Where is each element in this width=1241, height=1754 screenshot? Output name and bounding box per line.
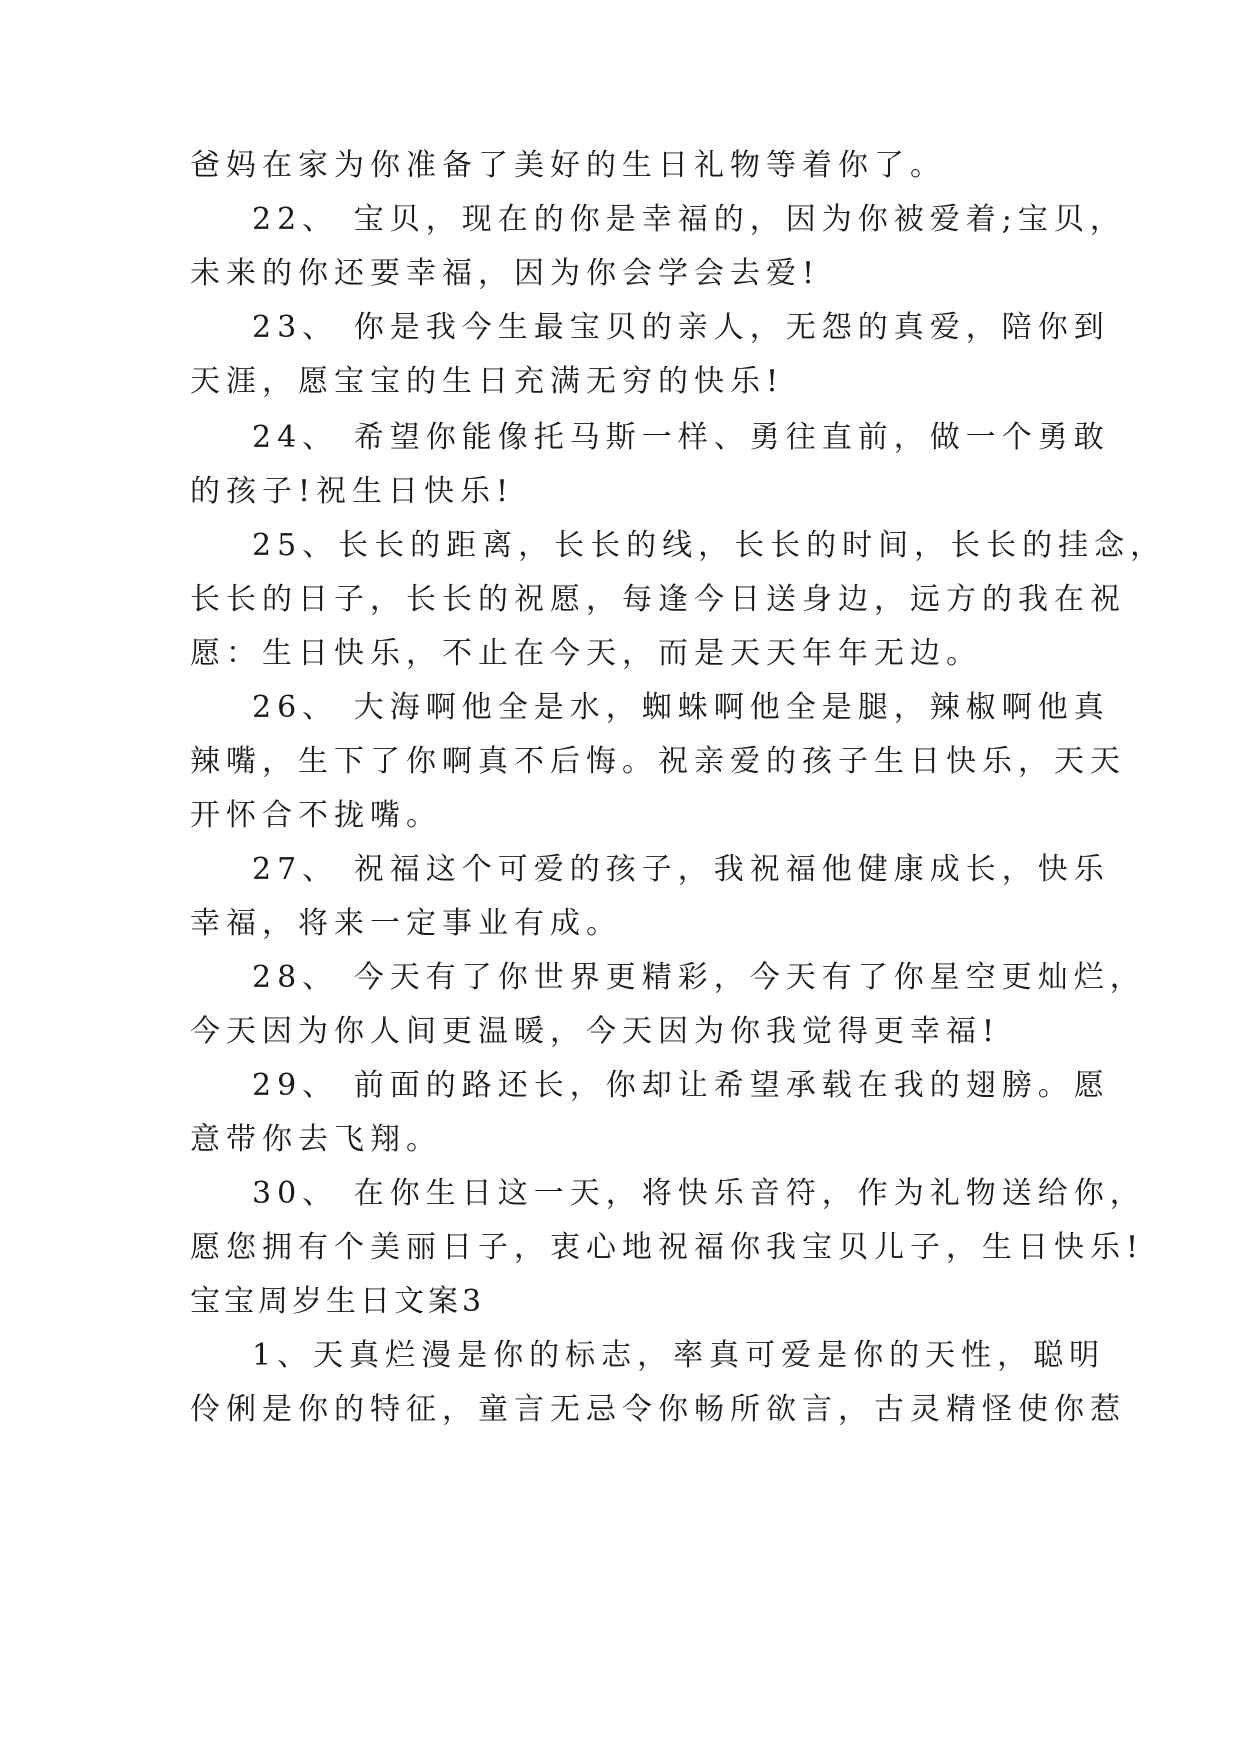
list-item-23: 23、 你是我今生最宝贝的亲人，无怨的真爱，陪你到 xyxy=(252,310,1110,345)
list-item-27: 27、 祝福这个可爱的孩子，我祝福他健康成长，快乐 xyxy=(252,852,1110,887)
text-line: 开怀合不拢嘴。 xyxy=(190,798,442,833)
text-line: 愿您拥有个美丽日子，衷心地祝福你我宝贝儿子，生日快乐! xyxy=(190,1230,1145,1265)
list-item-30: 30、 在你生日这一天，将快乐音符，作为礼物送给你， xyxy=(252,1176,1146,1211)
text-line: 今天因为你人间更温暖，今天因为你我觉得更幸福! xyxy=(190,1014,1001,1049)
text-line: 的孩子!祝生日快乐! xyxy=(190,474,515,509)
text-line: 辣嘴，生下了你啊真不后悔。祝亲爱的孩子生日快乐，天天 xyxy=(190,744,1126,779)
list-item-29: 29、 前面的路还长，你却让希望承载在我的翅膀。愿 xyxy=(252,1068,1110,1103)
text-line: 愿：生日快乐，不止在今天，而是天天年年无边。 xyxy=(190,636,982,671)
text-line: 天涯，愿宝宝的生日充满无穷的快乐! xyxy=(190,364,785,399)
text-line: 伶俐是你的特征，童言无忌令你畅所欲言，古灵精怪使你惹 xyxy=(190,1392,1126,1427)
text-line: 幸福，将来一定事业有成。 xyxy=(190,906,622,941)
section-heading: 宝宝周岁生日文案3 xyxy=(190,1284,486,1319)
list-item-26: 26、 大海啊他全是水，蜘蛛啊他全是腿，辣椒啊他真 xyxy=(252,690,1110,725)
list-item-24: 24、 希望你能像托马斯一样、勇往直前，做一个勇敢 xyxy=(252,420,1110,455)
text-line: 长长的日子，长长的祝愿，每逢今日送身边，远方的我在祝 xyxy=(190,582,1126,617)
list-item-25: 25、长长的距离，长长的线，长长的时间，长长的挂念， xyxy=(252,528,1167,563)
text-line: 意带你去飞翔。 xyxy=(190,1122,442,1157)
list-item-28: 28、 今天有了你世界更精彩，今天有了你星空更灿烂， xyxy=(252,960,1146,995)
text-line: 未来的你还要幸福，因为你会学会去爱! xyxy=(190,256,821,291)
list-item-1: 1、天真烂漫是你的标志，率真可爱是你的天性，聪明 xyxy=(252,1338,1106,1373)
list-item-22: 22、 宝贝，现在的你是幸福的，因为你被爱着;宝贝， xyxy=(252,202,1126,237)
text-line: 爸妈在家为你准备了美好的生日礼物等着你了。 xyxy=(190,148,946,183)
